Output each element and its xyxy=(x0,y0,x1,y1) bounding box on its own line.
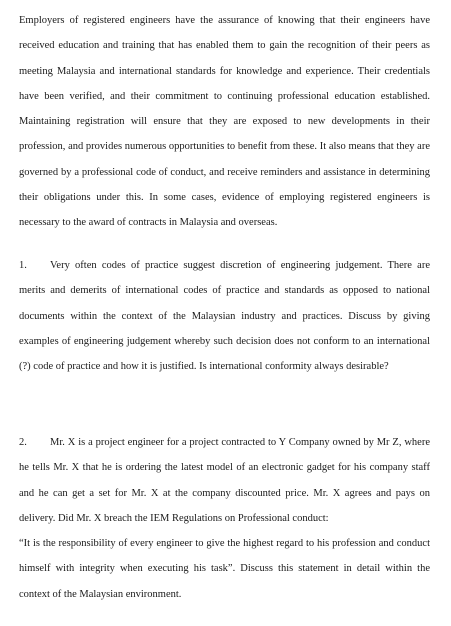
question-2-quote: “It is the responsibility of every engineer to give the highest regard to his profession and conduct himself with integrity when executing his task”. Discuss this statement in detail within the context of the Malaysian environment. xyxy=(19,538,430,600)
intro-paragraph: Employers of registered engineers have the assurance of knowing that their engineers have received education and training that has enabled them to gain the recognition of their peers as meeting Malaysia and international standards for knowledge and experience. Their credentials have been verified, and their commitment to continuing professional education established. Maintaining registration will ensure that they are exposed to new developments in their profession, and provides numerous opportunities to benefit from these. It also means that they are governed by a professional code of conduct, and receive reminders and assistance in determining their obligations under this. In some cases, evidence of employing registered engineers is necessary to the award of contracts in Malaysia and overseas. xyxy=(19,15,430,229)
question-1 xyxy=(19,253,430,379)
question-2-text: Mr. X is a project engineer for a project contracted to Y Company owned by Mr Z, where he tells Mr. X that he is ordering the latest model of an electronic gadget for his company staff and he can get a set for Mr. X at the company discounted price. Mr. X agrees and pays on delivery. Did Mr. X breach the IEM Regulations on Professional conduct: xyxy=(19,437,430,524)
question-1-text: Very often codes of practice suggest discretion of engineering judgement. There are merits and demerits of international codes of practice and standards as opposed to national documents within the context of the Malaysian industry and practices. Discuss by giving examples of engineering judgement whereby such decision does not conform to an international (?) code of practice and how it is justified. Is international conformity always desirable? xyxy=(19,260,430,373)
question-2 xyxy=(19,430,430,607)
question-2-number: 2. xyxy=(19,437,27,448)
question-1-number: 1. xyxy=(19,260,27,271)
